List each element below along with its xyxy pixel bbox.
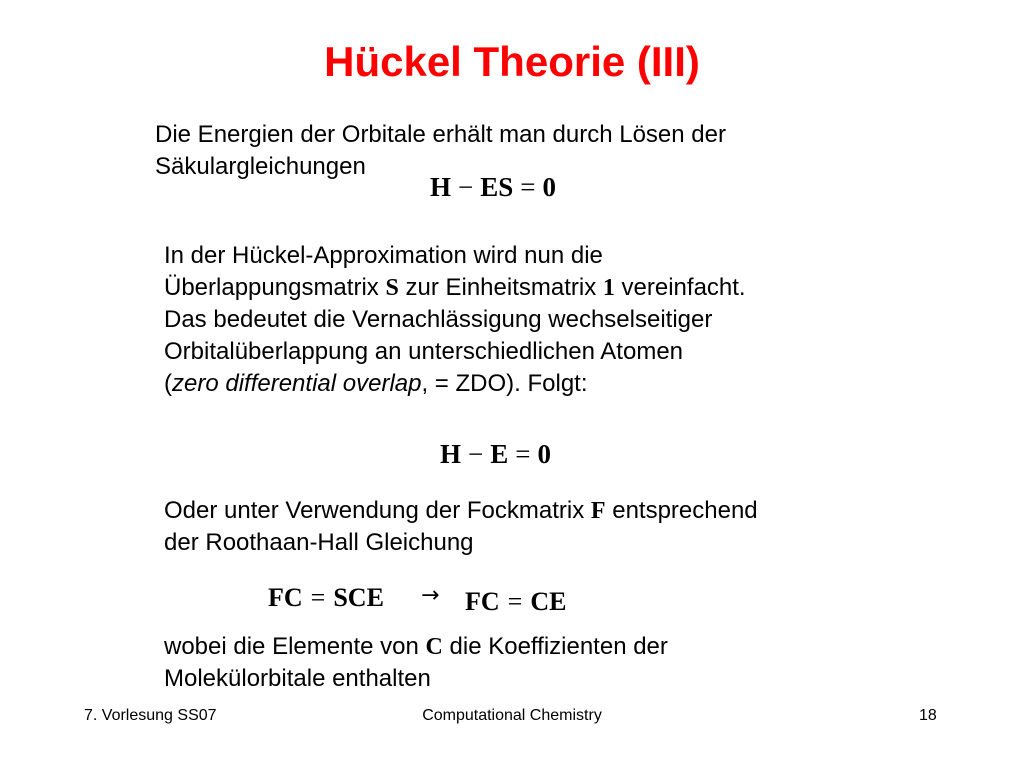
approx-line-5: (zero differential overlap, = ZDO). Folgt: [164,370,588,397]
eq2-h: H [440,439,462,469]
simplified-equation [465,587,566,617]
eq2-e: E [490,439,509,469]
arrow-right-icon: → [421,583,440,608]
coefficient-paragraph [164,631,668,695]
roothaan-hall-equation [268,583,384,613]
approx-line-3: Das bedeutet die Vernachlässigung wechselseitiger [164,306,713,333]
eq3-equals: = [310,583,326,612]
eq3-fc: FC [268,583,303,612]
zdo-term: zero differential overlap [172,370,422,397]
fock-line-1: Oder unter Verwendung der Fockmatrix F entsprechend [164,497,758,524]
footer-lecture: 7. Vorlesung SS07 [84,707,217,724]
intro-line-2: Säkulargleichungen [155,153,366,180]
zdo-equation [440,439,551,470]
eq1-equals: = [520,172,536,202]
eq2-minus: − [468,439,484,469]
slide-number: 18 [919,707,937,724]
coefficient-matrix-symbol: C [425,634,443,660]
secular-equation [430,172,556,203]
overlap-matrix-symbol: S [385,275,399,301]
eq1-minus: − [458,172,474,202]
eq3-sce: SCE [333,583,384,612]
approx-line-1: In der Hückel-Approximation wird nun die [164,242,603,269]
eq4-ce: CE [530,587,567,616]
eq4-fc: FC [465,587,500,616]
approximation-paragraph [164,240,746,400]
fock-line-2: der Roothaan-Hall Gleichung [164,529,474,556]
approx-line-2: Überlappungsmatrix S zur Einheitsmatrix 1 vereinfacht. [164,274,746,301]
fock-matrix-symbol: F [590,498,606,524]
unit-matrix-symbol: 1 [602,275,615,301]
eq2-equals: = [515,439,531,469]
coeff-line-1: wobei die Elemente von C die Koeffizienten der [164,633,668,660]
slide-title: Hückel Theorie (III) [324,38,700,85]
eq1-es: ES [480,172,514,202]
approx-line-4: Orbitalüberlappung an unterschiedlichen Atomen [164,338,684,365]
footer-course: Computational Chemistry [422,707,602,724]
intro-line-1: Die Energien der Orbitale erhält man durch Lösen der [155,121,726,148]
eq4-equals: = [507,587,523,616]
eq1-h: H [430,172,452,202]
coeff-line-2: Molekülorbitale enthalten [164,665,431,692]
fock-paragraph [164,495,758,559]
eq1-zero: 0 [542,172,557,202]
eq2-zero: 0 [537,439,551,469]
